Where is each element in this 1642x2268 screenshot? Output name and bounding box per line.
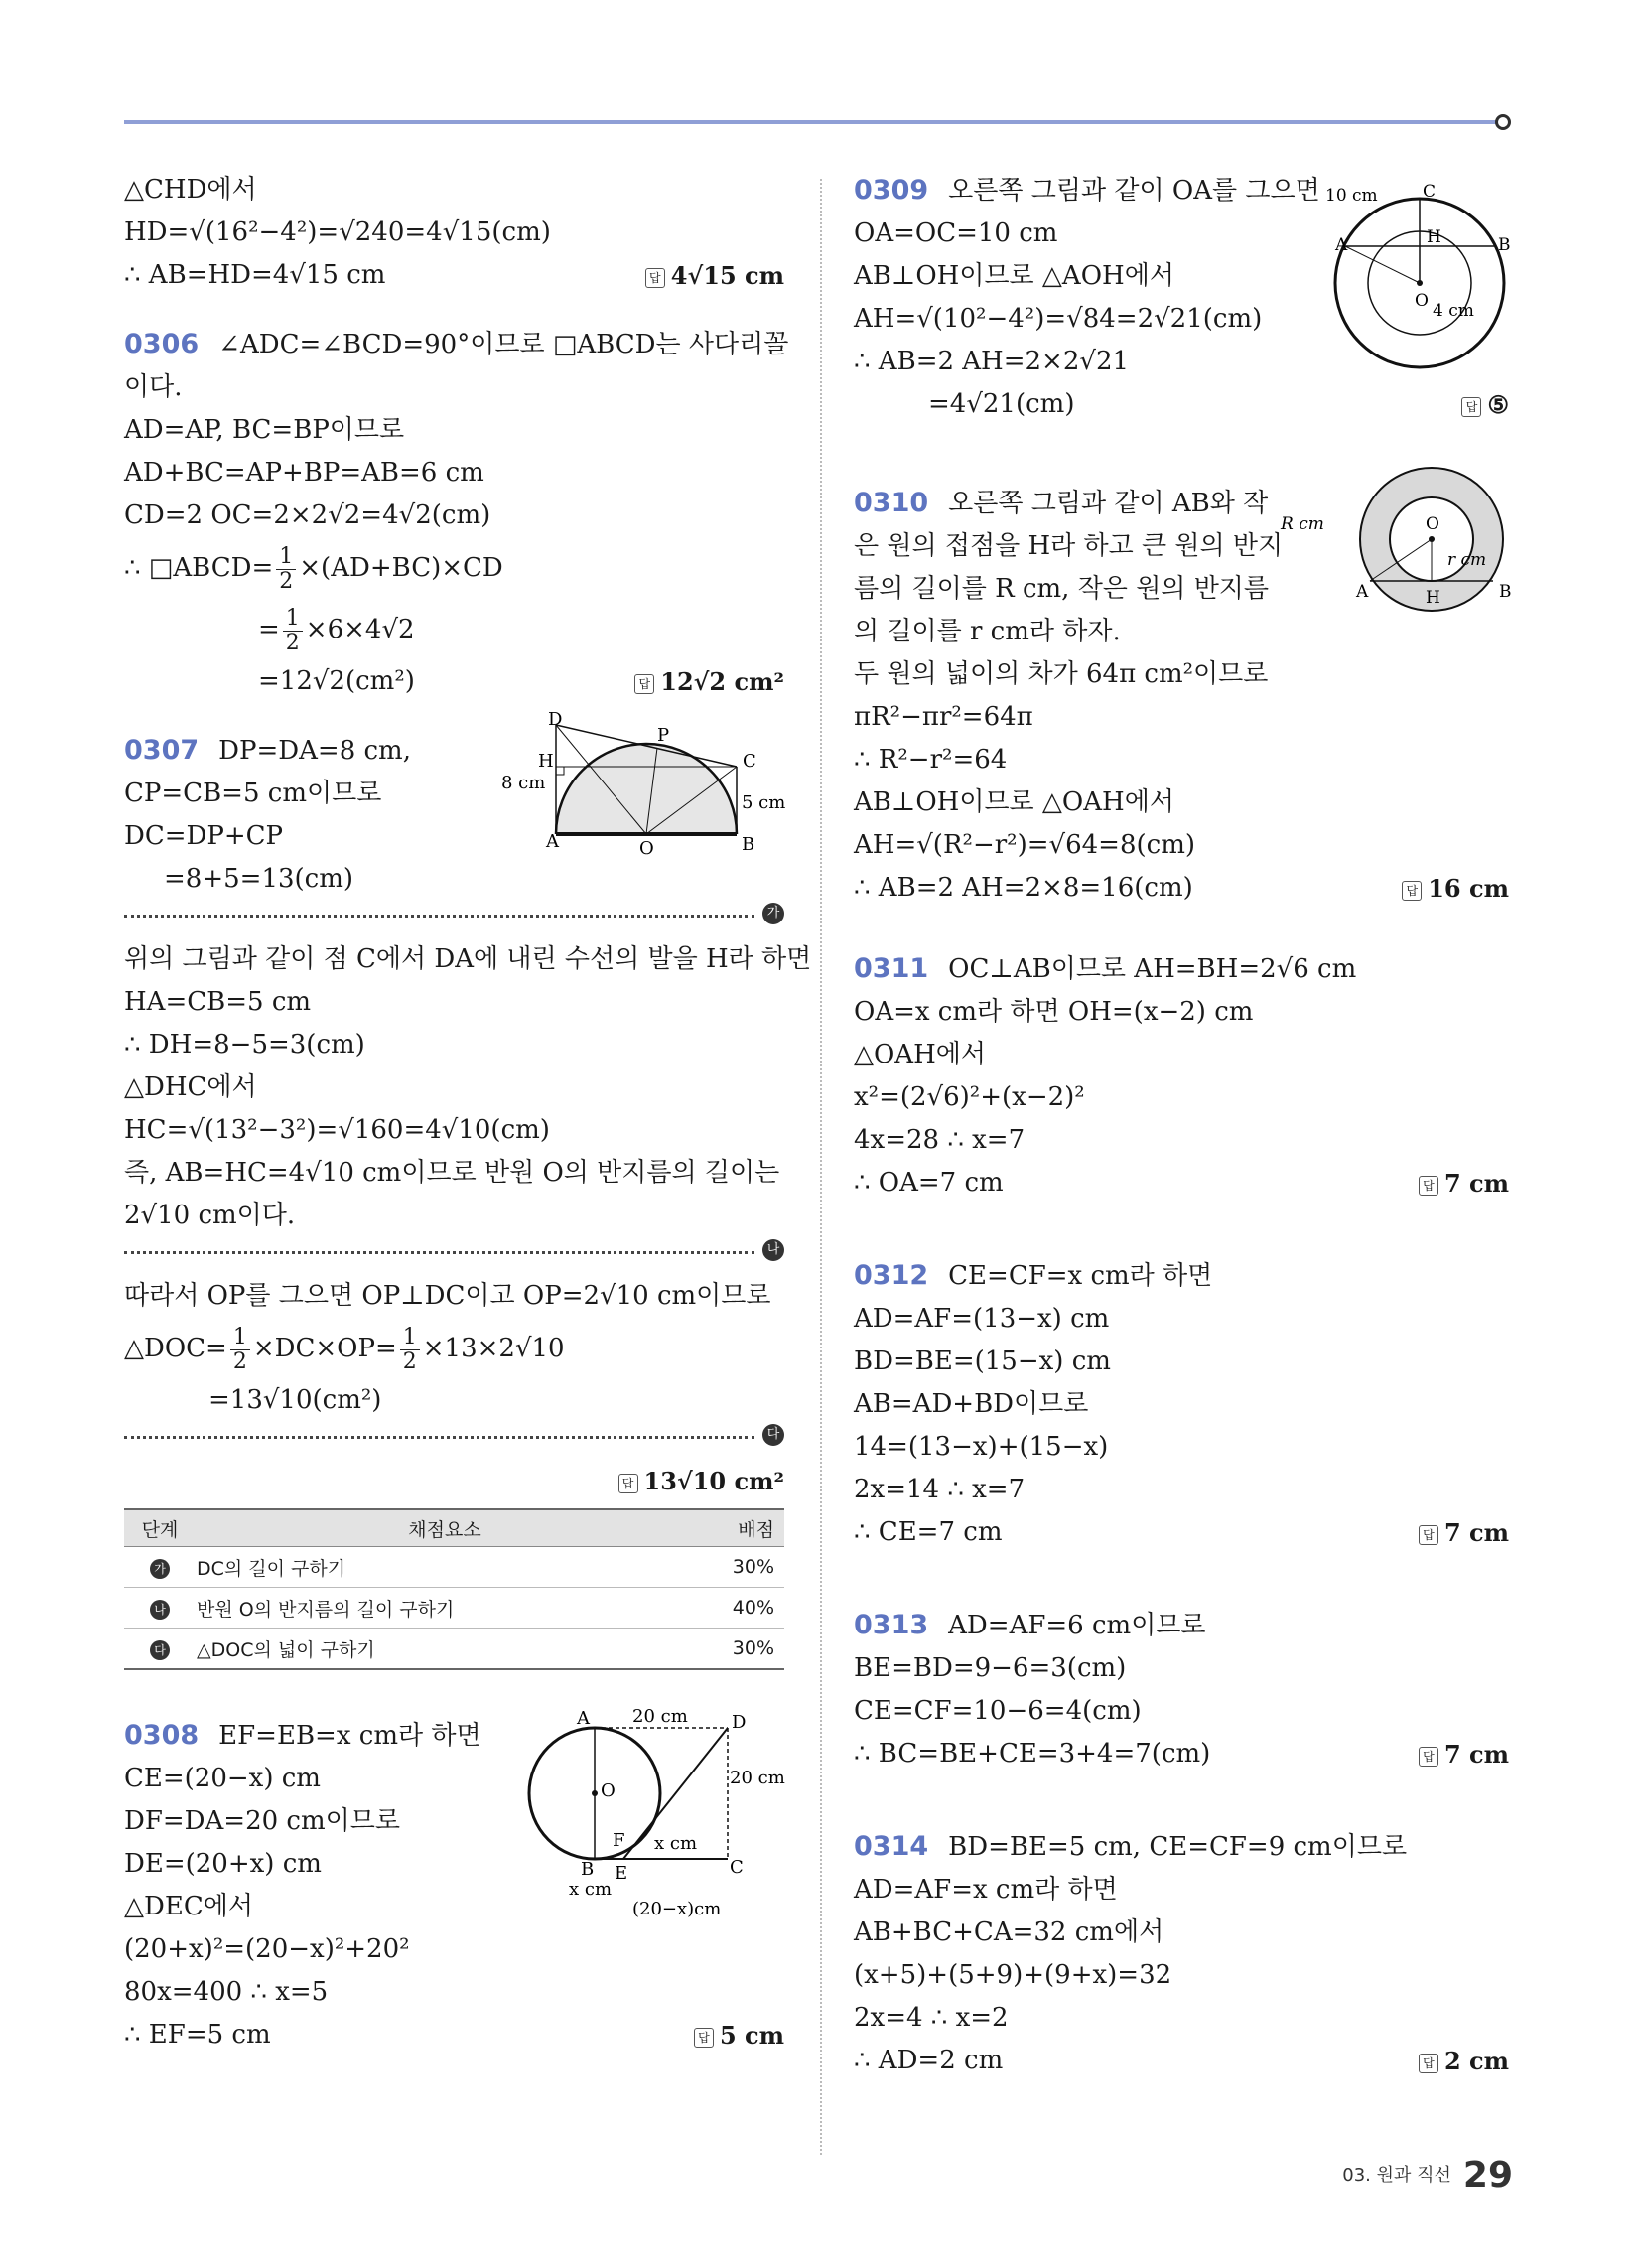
text-line: EF=EB=x cm라 하면	[218, 1721, 481, 1751]
text-line: ∴ CE=7 cm	[854, 1517, 1003, 1547]
answer-mark: 답	[1419, 2054, 1438, 2073]
text-line: OC⊥AB이므로 AH=BH=2√6 cm	[948, 954, 1357, 984]
circle-tangent-figure	[521, 1704, 784, 1922]
fraction-den: 2	[279, 568, 294, 594]
answer-mark: 답	[645, 268, 665, 288]
label-B: B	[581, 1859, 595, 1880]
answer	[1461, 383, 1509, 426]
answer-mark: 답	[1419, 1747, 1438, 1767]
page-number: 29	[1462, 2155, 1513, 2196]
table-cell: 30%	[694, 1629, 784, 1670]
column-divider	[820, 179, 822, 2155]
answer-value: 5 cm	[719, 2021, 784, 2050]
text-line: ∴ EF=5 cm	[124, 2020, 271, 2050]
text-line: AB⊥OH이므로 △AOH에서	[854, 261, 1174, 291]
problem-number: 0314	[854, 1831, 929, 1862]
text-part: ×(AD+BC)×CD	[299, 553, 503, 583]
fraction	[276, 545, 296, 594]
text-line: △OAH에서	[854, 1040, 986, 1069]
label-H: H	[1427, 227, 1441, 247]
text-line: AD=AF=x cm라 하면	[854, 1875, 1118, 1905]
text-line: =12√2(cm²)	[258, 666, 415, 696]
text-line: (x+5)+(5+9)+(9+x)=32	[854, 1960, 1172, 1990]
text-line: 2x=4 ∴ x=2	[854, 2003, 1009, 2033]
answer	[634, 660, 784, 703]
label-bottom: (20−x)cm	[632, 1899, 722, 1919]
text-line: 위의 그림과 같이 점 C에서 DA에 내린 수선의 발을 H라 하면	[124, 944, 812, 974]
text-line: ∴ AD=2 cm	[854, 2046, 1004, 2075]
problem-number: 0312	[854, 1260, 929, 1291]
text-line: CE=(20−x) cm	[124, 1764, 321, 1793]
text-line: AD+BC=AP+BP=AB=6 cm	[124, 458, 484, 488]
answer-value: 16 cm	[1428, 874, 1509, 903]
label-A: A	[577, 1708, 590, 1729]
text-line: 름의 길이를 R cm, 작은 원의 반지름	[854, 574, 1270, 604]
answer	[645, 254, 784, 297]
step-badge: 다	[150, 1640, 170, 1660]
label-5cm: 5 cm	[742, 792, 786, 813]
problem-number: 0307	[124, 735, 200, 766]
label-right: 20 cm	[730, 1768, 785, 1788]
text-part: =	[258, 615, 280, 644]
problem-number: 0308	[124, 1720, 200, 1751]
text-line: DE=(20+x) cm	[124, 1849, 322, 1879]
label-10cm: 10 cm	[1325, 186, 1378, 206]
text-line: AB+BC+CA=32 cm에서	[854, 1917, 1164, 1947]
step-separator	[124, 1428, 784, 1446]
label-C: C	[743, 751, 756, 772]
text-line: 14=(13−x)+(15−x)	[854, 1432, 1109, 1462]
scoring-table	[124, 1508, 784, 1670]
answer	[1419, 1733, 1509, 1775]
answer-value: ⑤	[1487, 390, 1509, 419]
table-cell: 40%	[694, 1588, 784, 1629]
label-4cm: 4 cm	[1433, 301, 1474, 321]
text-line: DC=DP+CP	[124, 821, 284, 851]
answer	[1419, 2040, 1509, 2082]
text-part: ×6×4√2	[305, 615, 415, 644]
solution-0305-cont	[124, 169, 784, 297]
text-line: =13√10(cm²)	[208, 1385, 382, 1415]
text-line: 즉, AB=HC=4√10 cm이므로 반원 O의 반지름의 길이는	[124, 1158, 780, 1188]
text-line: CE=CF=x cm라 하면	[948, 1261, 1213, 1291]
label-xcm: x cm	[654, 1833, 698, 1854]
label-D: D	[732, 1712, 747, 1733]
solution-0313	[854, 1604, 1509, 1775]
answer-value: 2 cm	[1443, 2047, 1509, 2075]
step-badge: 다	[762, 1424, 784, 1446]
text-line: ∴ OA=7 cm	[854, 1168, 1004, 1198]
semicircle-trapezoid-figure	[501, 709, 794, 859]
text-line: 2x=14 ∴ x=7	[854, 1475, 1026, 1504]
text-part: ×13×2√10	[422, 1334, 565, 1363]
text-line: BD=BE=(15−x) cm	[854, 1347, 1111, 1376]
label-E: E	[615, 1863, 628, 1884]
table-row	[124, 1547, 784, 1588]
label-A: A	[546, 831, 559, 852]
concentric-circles-figure	[1325, 179, 1514, 367]
text-line: DF=DA=20 cm이므로	[124, 1806, 400, 1836]
label-C: C	[1423, 182, 1437, 202]
section-title: 03. 원과 직선	[1342, 2165, 1451, 2186]
label-P: P	[657, 725, 670, 746]
text-line: ∴ BC=BE+CE=3+4=7(cm)	[854, 1739, 1211, 1769]
text-part: ∴ □ABCD=	[124, 553, 274, 583]
label-O: O	[1426, 514, 1439, 534]
text-line: HA=CB=5 cm	[124, 987, 312, 1017]
text-line: ∴ DH=8−5=3(cm)	[124, 1030, 365, 1060]
text-line	[124, 254, 784, 297]
fraction	[283, 607, 303, 655]
step-badge: 나	[762, 1239, 784, 1261]
table-header: 단계	[124, 1509, 196, 1547]
text-line: =4√21(cm)	[928, 389, 1075, 419]
fraction	[400, 1326, 420, 1374]
label-H: H	[538, 751, 554, 772]
solution-0312	[854, 1254, 1509, 1554]
label-B: B	[1499, 582, 1512, 602]
problem-number: 0311	[854, 953, 929, 984]
left-column	[124, 169, 812, 2056]
text-line: 오른쪽 그림과 같이 OA를 그으면	[948, 176, 1320, 206]
problem-number: 0313	[854, 1610, 929, 1640]
text-line: 2√10 cm이다.	[124, 1201, 296, 1230]
fraction-num: 1	[276, 545, 296, 570]
answer	[1419, 1162, 1509, 1205]
answer	[618, 1460, 784, 1502]
text-line: 따라서 OP를 그으면 OP⊥DC이고 OP=2√10 cm이므로	[124, 1281, 771, 1311]
right-column	[854, 169, 1512, 2082]
step-separator	[124, 907, 784, 924]
problem-number: 0309	[854, 175, 929, 206]
text-line: AD=AP, BC=BP이므로	[124, 415, 405, 445]
text-line: =8+5=13(cm)	[164, 864, 354, 894]
text-line: AH=√(10²−4²)=√84=2√21(cm)	[854, 304, 1263, 334]
problem-number: 0310	[854, 488, 929, 518]
table-cell: DC의 길이 구하기	[196, 1547, 694, 1588]
solution-0306	[124, 323, 789, 703]
fraction-num: 1	[230, 1326, 250, 1350]
text-line: DP=DA=8 cm,	[218, 736, 411, 766]
fraction-den: 2	[285, 630, 300, 655]
fraction-num: 1	[283, 607, 303, 632]
page-footer	[1342, 2155, 1513, 2196]
text-line: HC=√(13²−3²)=√160=4√10(cm)	[124, 1115, 550, 1145]
table-header: 채점요소	[196, 1509, 694, 1547]
problem-number: 0306	[124, 329, 200, 359]
step-badge: 나	[150, 1600, 170, 1620]
text-line: (20+x)²=(20−x)²+20²	[124, 1934, 410, 1964]
answer-value: 7 cm	[1443, 1169, 1509, 1198]
label-F: F	[613, 1830, 625, 1851]
label-H: H	[1426, 588, 1440, 608]
text-line: OA=x cm라 하면 OH=(x−2) cm	[854, 997, 1254, 1027]
text-line: △DHC에서	[124, 1072, 257, 1102]
solution-0310	[854, 482, 1512, 910]
label-A: A	[1335, 235, 1348, 255]
header-rule-dot	[1495, 114, 1511, 130]
table-row	[124, 1588, 784, 1629]
answer	[1419, 1511, 1509, 1554]
text-line: 이다.	[124, 372, 183, 402]
label-B: B	[1498, 235, 1511, 255]
text-line: AB=AD+BD이므로	[854, 1389, 1089, 1419]
solution-0311	[854, 947, 1509, 1205]
text-part: △DOC=	[124, 1334, 227, 1363]
step-badge: 가	[150, 1559, 170, 1579]
table-row	[124, 1629, 784, 1670]
label-C: C	[730, 1857, 744, 1878]
answer-value: 4√15 cm	[670, 261, 784, 290]
text-line: △DEC에서	[124, 1892, 253, 1921]
answer-line	[124, 1460, 784, 1502]
label-D: D	[548, 709, 563, 730]
label-A: A	[1356, 582, 1369, 602]
text-line: πR²−πr²=64π	[854, 702, 1033, 732]
answer-mark: 답	[1461, 397, 1481, 417]
fraction-num: 1	[400, 1326, 420, 1350]
label-r: r cm	[1447, 550, 1487, 570]
step-badge: 가	[762, 903, 784, 924]
answer-mark: 답	[634, 674, 654, 694]
text-line: CP=CB=5 cm이므로	[124, 779, 382, 808]
answer-value: 7 cm	[1443, 1518, 1509, 1547]
label-O: O	[601, 1780, 616, 1801]
text-part: ×DC×OP=	[252, 1334, 397, 1363]
label-B: B	[742, 834, 755, 855]
table-cell: 30%	[694, 1547, 784, 1588]
text-line: AB⊥OH이므로 △OAH에서	[854, 787, 1174, 817]
answer-value: 7 cm	[1443, 1740, 1509, 1769]
label-O: O	[639, 838, 654, 859]
label-xcm2: x cm	[569, 1879, 613, 1900]
fraction-den: 2	[232, 1348, 247, 1374]
solution-0307	[124, 709, 812, 1670]
table-header: 배점	[694, 1509, 784, 1547]
text-line: 4x=28 ∴ x=7	[854, 1125, 1026, 1155]
answer	[694, 2014, 784, 2056]
header-rule	[124, 120, 1504, 124]
text-line: HD=√(16²−4²)=√240=4√15(cm)	[124, 217, 551, 247]
label-8cm: 8 cm	[501, 773, 546, 793]
annulus-figure	[1281, 470, 1514, 629]
text-line: BD=BE=5 cm, CE=CF=9 cm이므로	[948, 1832, 1408, 1862]
solution-0309	[854, 169, 1509, 426]
text-line: AD=AF=(13−x) cm	[854, 1304, 1110, 1334]
answer-value: 12√2 cm²	[660, 667, 784, 696]
table-cell: △DOC의 넓이 구하기	[196, 1629, 694, 1670]
text-line: AD=AF=6 cm이므로	[948, 1611, 1206, 1640]
answer-value: 13√10 cm²	[643, 1467, 784, 1495]
answer-mark: 답	[694, 2028, 714, 2048]
text-line: OA=OC=10 cm	[854, 218, 1058, 248]
solution-0308	[124, 1706, 785, 2056]
label-top: 20 cm	[632, 1706, 688, 1727]
label-R: R cm	[1281, 514, 1324, 534]
text-line: x²=(2√6)²+(x−2)²	[854, 1082, 1085, 1112]
answer-mark: 답	[1419, 1525, 1438, 1545]
fraction-den: 2	[402, 1348, 417, 1374]
text-line: 오른쪽 그림과 같이 AB와 작	[948, 489, 1269, 518]
text-line: 의 길이를 r cm라 하자.	[854, 617, 1121, 646]
step-separator	[124, 1243, 784, 1261]
text-line: ∴ AB=2 AH=2×2√21	[854, 347, 1130, 376]
text-line: AH=√(R²−r²)=√64=8(cm)	[854, 830, 1195, 860]
text-line: ∴ R²−r²=64	[854, 745, 1008, 775]
fraction	[230, 1326, 250, 1374]
answer-mark: 답	[1419, 1176, 1438, 1196]
text-line: CD=2 OC=2×2√2=4√2(cm)	[124, 500, 491, 530]
text-line: BE=BD=9−6=3(cm)	[854, 1653, 1127, 1683]
text-line: 80x=400 ∴ x=5	[124, 1977, 329, 2007]
answer-mark: 답	[1402, 881, 1422, 901]
text-line: CE=CF=10−6=4(cm)	[854, 1696, 1142, 1726]
answer-mark: 답	[618, 1474, 638, 1493]
text-line: ∴ AB=2 AH=2×8=16(cm)	[854, 873, 1193, 903]
text-line: △CHD에서	[124, 175, 257, 205]
text-line: 두 원의 넓이의 차가 64π cm²이므로	[854, 659, 1269, 689]
label-O: O	[1415, 291, 1429, 311]
table-cell: 반원 O의 반지름의 길이 구하기	[196, 1588, 694, 1629]
answer	[1402, 867, 1509, 910]
text-line: 은 원의 접점을 H라 하고 큰 원의 반지	[854, 531, 1284, 561]
text-line: ∠ADC=∠BCD=90°이므로 □ABCD는 사다리꼴	[218, 330, 789, 359]
solution-0314	[854, 1825, 1509, 2082]
text-line-body: ∴ AB=HD=4√15 cm	[124, 260, 386, 290]
